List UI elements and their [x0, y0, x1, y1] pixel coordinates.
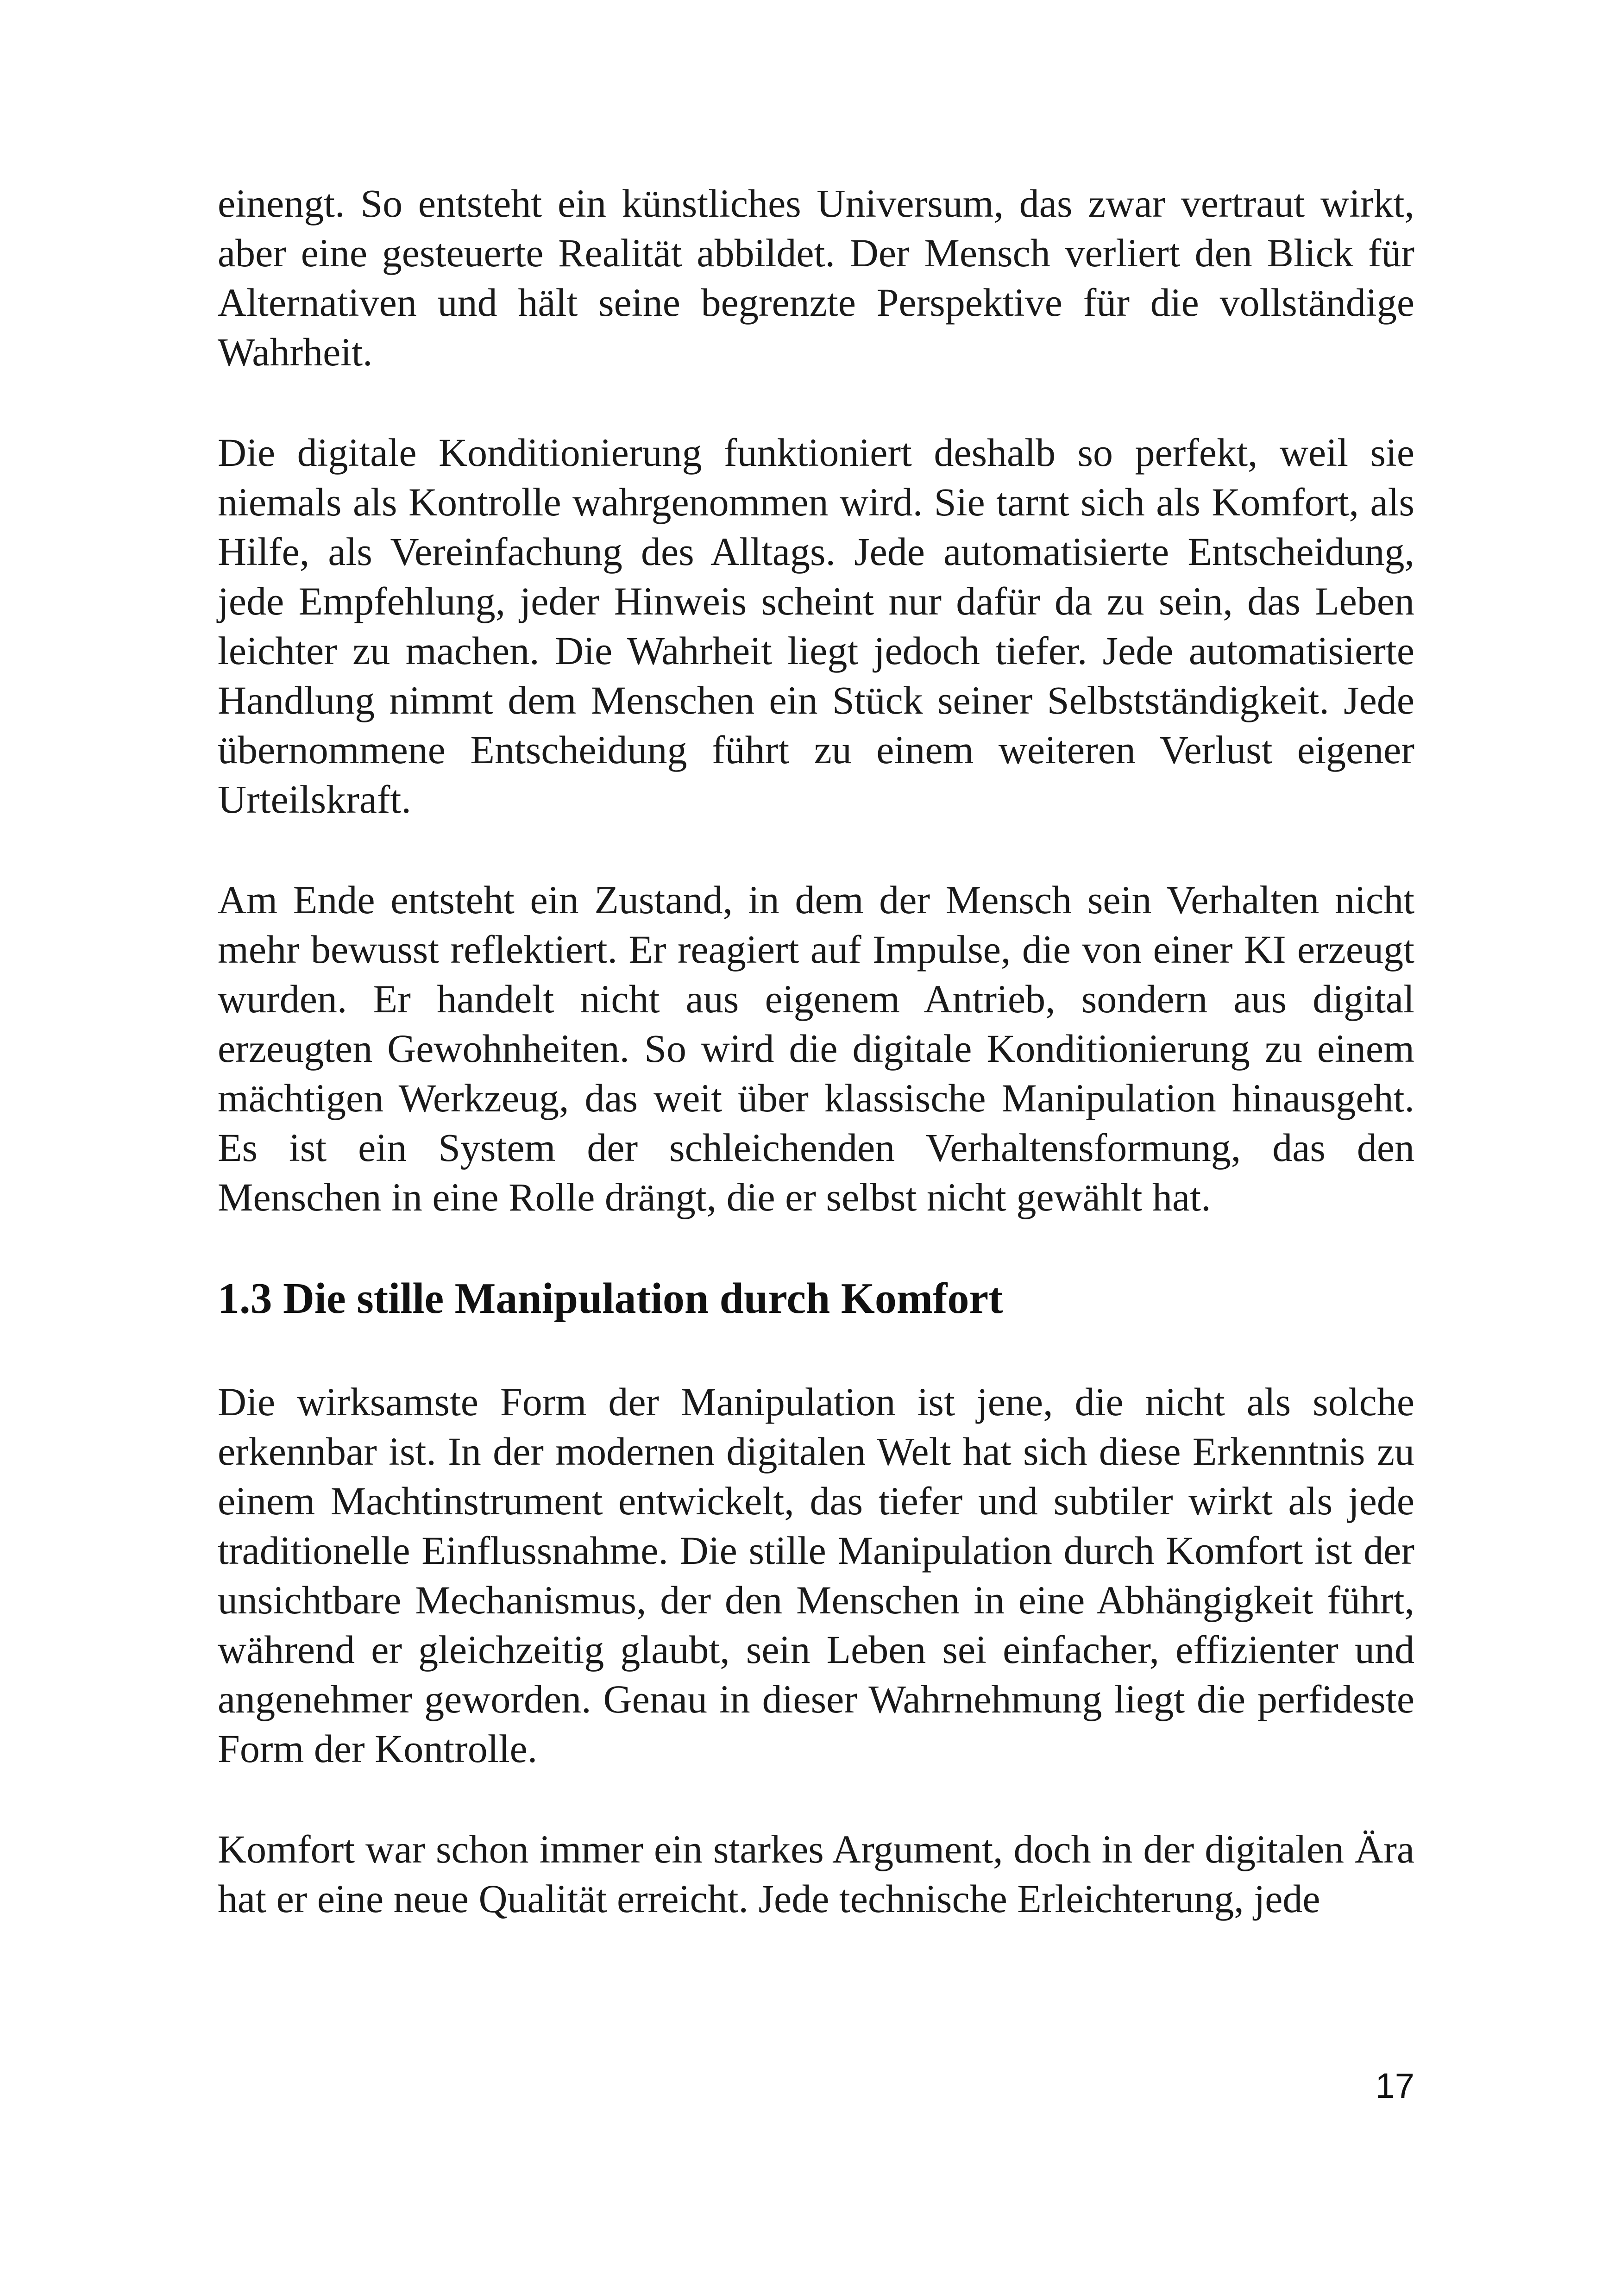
page-number: 17 [1375, 2066, 1414, 2106]
paragraph-1: einengt. So entsteht ein künstliches Universum, das zwar vertraut wirkt, aber eine gesteuerte Realität abbildet. Der Mensch verliert den Blick für Alternativen und hält seine begrenzte Perspektive für die vollständige Wahrheit. [218, 181, 1414, 374]
paragraph-2: Die digitale Konditionierung funktioniert deshalb so perfekt, weil sie niemals als Kontrolle wahrgenommen wird. Sie tarnt sich als Komfort, als Hilfe, als Vereinfachung des Alltags. Jede automatisierte Entscheidung, jede Empfehlung, jeder Hinweis scheint nur dafür da zu sein, das Leben leichter zu machen. Die Wahrheit liegt jedoch tiefer. Jede automatisierte Handlung nimmt dem Menschen ein Stück seiner Selbstständigkeit. Jede übernommene Entscheidung führt zu einem weiteren Verlust eigener Urteilskraft. [218, 430, 1414, 822]
page-body [218, 179, 1414, 1924]
paragraph-4: Die wirksamste Form der Manipulation ist jene, die nicht als solche erkennbar ist. In der modernen digitalen Welt hat sich diese Erkenntnis zu einem Machtinstrument entwickelt, das tiefer und subtiler wirkt als jede traditionelle Einflussnahme. Die stille Manipulation durch Komfort ist der unsichtbare Mechanismus, der den Menschen in eine Abhängigkeit führt, während er gleichzeitig glaubt, sein Leben sei einfacher, effizienter und angenehmer geworden. Genau in dieser Wahrnehmung liegt die perfideste Form der Kontrolle. [218, 1380, 1414, 1771]
paragraph-5: Komfort war schon immer ein starkes Argument, doch in der digitalen Ära hat er eine neue Qualität erreicht. Jede technische Erleichterung, jede [218, 1827, 1414, 1921]
paragraph-3: Am Ende entsteht ein Zustand, in dem der Mensch sein Verhalten nicht mehr bewusst reflektiert. Er reagiert auf Impulse, die von einer KI erzeugt wurden. Er handelt nicht aus eigenem Antrieb, sondern aus digital erzeugten Gewohnheiten. So wird die digitale Konditionierung zu einem mächtigen Werkzeug, das weit über klassische Manipulation hinausgeht. Es ist ein System der schleichenden Verhaltensformung, das den Menschen in eine Rolle drängt, die er selbst nicht gewählt hat. [218, 878, 1414, 1219]
section-heading: 1.3 Die stille Manipulation durch Komfort [218, 1274, 1003, 1323]
